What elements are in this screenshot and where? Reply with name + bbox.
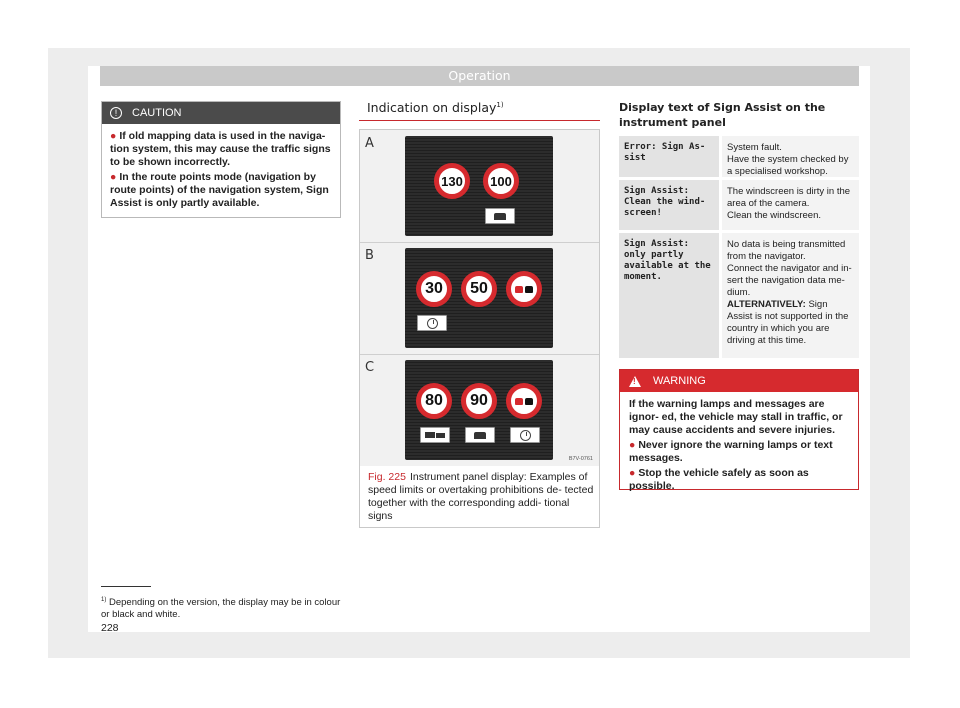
footnote-rule bbox=[101, 586, 151, 587]
table-row bbox=[619, 233, 859, 358]
speed-limit-sign: 50 bbox=[461, 271, 497, 307]
speed-limit-sign: 100 bbox=[483, 163, 519, 199]
warning-item: ● Never ignore the warning lamps or text messages. bbox=[629, 439, 833, 464]
warning-box bbox=[619, 369, 859, 490]
bullet-icon: ● bbox=[110, 171, 117, 183]
table-row bbox=[619, 136, 859, 177]
caution-item: ● If old mapping data is used in the naviga- tion system, this may cause the traffic signs to be shown incorrectly. bbox=[110, 130, 331, 168]
display-text-table bbox=[619, 136, 859, 361]
bullet-icon: ● bbox=[110, 130, 117, 142]
display-screen-a bbox=[405, 136, 553, 236]
warning-title: WARNING bbox=[653, 375, 706, 387]
no-overtaking-sign-icon bbox=[506, 383, 542, 419]
figure-illustration bbox=[360, 130, 599, 466]
info-circle-icon: ! bbox=[110, 107, 122, 119]
display-screen-b bbox=[405, 248, 553, 348]
section-title: Indication on display$^{1)}$ bbox=[367, 100, 504, 115]
panel-divider bbox=[360, 354, 599, 355]
warning-header bbox=[620, 370, 858, 392]
speed-limit-sign: 90 bbox=[461, 383, 497, 419]
warning-triangle-icon bbox=[629, 376, 641, 387]
figure-225 bbox=[359, 129, 600, 528]
table-value: The windscreen is dirty in the area of the camera. Clean the windscreen. bbox=[722, 180, 859, 230]
footnote: $^{1)}$ Depending on the version, the display may be in colour or black and white. bbox=[101, 597, 341, 621]
caution-body bbox=[102, 124, 340, 210]
panel-label-c: C bbox=[365, 360, 375, 375]
figure-caption: Fig. 225 Instrument panel display: Examples of speed limits or overtaking prohibitions de- tected together with the corresponding addi- tional signs bbox=[368, 471, 594, 522]
chapter-header: Operation bbox=[100, 66, 859, 86]
panel-label-a: A bbox=[365, 136, 374, 151]
figure-code: B7V-0761 bbox=[568, 456, 593, 462]
panel-label-b: B bbox=[365, 248, 374, 263]
table-row bbox=[619, 180, 859, 230]
speed-limit-sign: 30 bbox=[416, 271, 452, 307]
caution-title: CAUTION bbox=[132, 107, 182, 119]
table-key: Error: Sign As- sist bbox=[619, 136, 719, 177]
trailer-icon bbox=[420, 427, 450, 443]
section-rule bbox=[359, 120, 600, 121]
caution-item: ● In the route points mode (navigation by route points) of the navigation system, Sign Assist is only partly available. bbox=[110, 171, 329, 209]
footnote-ref[interactable]: 1) bbox=[496, 100, 504, 109]
no-overtaking-sign-icon bbox=[506, 271, 542, 307]
table-value: No data is being transmitted from the navigator. Connect the navigator and in- sert the navigation data me- dium. ALTERNATIVELY: Sign Assist is not supported in the country in which you are driving at this time. bbox=[722, 233, 859, 358]
clock-icon bbox=[417, 315, 447, 331]
caution-box bbox=[101, 101, 341, 218]
table-value: System fault. Have the system checked by a specialised workshop. bbox=[722, 136, 859, 177]
speed-limit-sign: 130 bbox=[434, 163, 470, 199]
warning-intro: If the warning lamps and messages are ignor- ed, the vehicle may stall in traffic, or may cause accidents and severe injuries. bbox=[629, 398, 843, 436]
truck-icon bbox=[485, 208, 515, 224]
caution-header bbox=[102, 102, 340, 124]
table-title: Display text of Sign Assist on the instrument panel bbox=[619, 101, 826, 129]
clock-icon bbox=[510, 427, 540, 443]
bullet-icon: ● bbox=[629, 467, 636, 479]
display-screen-c bbox=[405, 360, 553, 460]
table-key: Sign Assist: only partly available at the moment. bbox=[619, 233, 719, 358]
page-number: 228 bbox=[101, 622, 119, 634]
panel-divider bbox=[360, 242, 599, 243]
warning-body bbox=[620, 392, 858, 493]
speed-limit-sign: 80 bbox=[416, 383, 452, 419]
truck-icon bbox=[465, 427, 495, 443]
warning-item: ● Stop the vehicle safely as soon as possible. bbox=[629, 467, 809, 492]
bullet-icon: ● bbox=[629, 439, 636, 451]
table-key: Sign Assist: Clean the wind- screen! bbox=[619, 180, 719, 230]
figure-number: Fig. 225 bbox=[368, 471, 406, 483]
